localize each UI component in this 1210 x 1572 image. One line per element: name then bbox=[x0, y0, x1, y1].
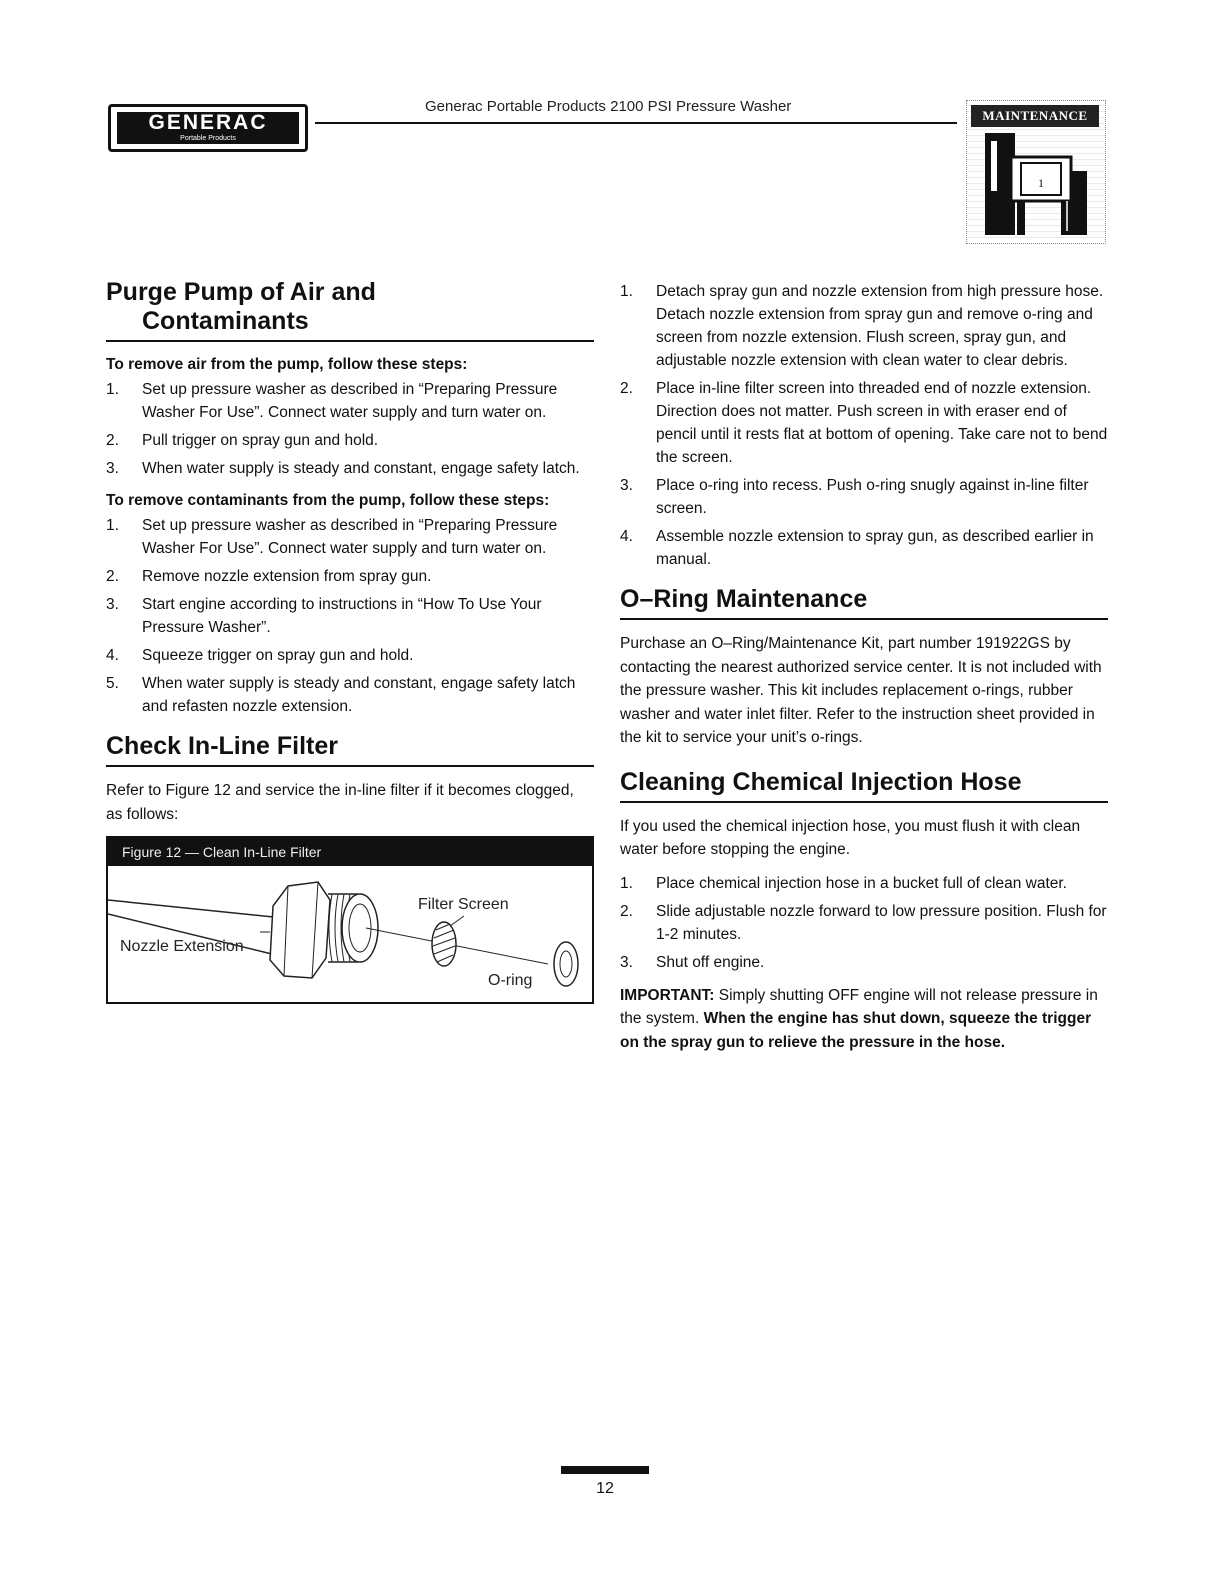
chem-intro: If you used the chemical injection hose, you must flush it with clean water before stopping the engine. bbox=[620, 817, 1081, 858]
list-item: 3. Shut off engine. bbox=[620, 953, 765, 971]
page-bar bbox=[561, 1466, 649, 1474]
svg-text:1: 1 bbox=[1038, 176, 1044, 190]
important-bold: When the engine has shut down, squeeze the trigger on the spray gun to relieve the pressure in the hose. bbox=[620, 1010, 1092, 1051]
oring-title: O–Ring Maintenance bbox=[620, 585, 868, 613]
purge-rule bbox=[106, 340, 594, 342]
filter-intro: Refer to Figure 12 and service the in-line filter if it becomes clogged, as follows: bbox=[106, 782, 574, 823]
list-item: 3. Place o-ring into recess. Push o-ring snugly against in-line filter screen. bbox=[620, 477, 1089, 517]
important-note bbox=[620, 984, 1108, 1055]
list-item: 2. Remove nozzle extension from spray gun. bbox=[106, 568, 432, 585]
filter-rule bbox=[106, 765, 594, 767]
label-filter-screen: Filter Screen bbox=[418, 896, 509, 913]
chem-rule bbox=[620, 801, 1108, 803]
list-item: 1. Place chemical injection hose in a bucket full of clean water. bbox=[620, 874, 1067, 892]
page-number: 12 bbox=[596, 1480, 614, 1497]
air-intro: To remove air from the pump, follow these steps: bbox=[106, 356, 468, 373]
list-item: 5. When water supply is steady and constant, engage safety latch and refasten nozzle extension. bbox=[106, 675, 576, 715]
oring-rule bbox=[620, 618, 1108, 620]
chem-title: Cleaning Chemical Injection Hose bbox=[620, 767, 1022, 796]
maintenance-label: MAINTENANCE bbox=[971, 105, 1099, 127]
logo-sub: Portable Products bbox=[117, 134, 299, 144]
list-item: 1. Set up pressure washer as described in “Preparing Pressure Washer For Use”. Connect water supply and turn water on. bbox=[106, 517, 558, 557]
important-text: Simply shutting OFF engine will not release pressure in the system. bbox=[620, 986, 1098, 1027]
filter-steps bbox=[620, 280, 1108, 571]
list-item: 1. Set up pressure washer as described in “Preparing Pressure Washer For Use”. Connect water supply and turn water on. bbox=[106, 381, 558, 421]
important-label: IMPORTANT: bbox=[620, 986, 715, 1004]
list-item: 4. Squeeze trigger on spray gun and hold. bbox=[106, 647, 414, 664]
left-column bbox=[106, 278, 594, 1004]
filter-title: Check In-Line Filter bbox=[106, 732, 338, 760]
figure-12 bbox=[106, 836, 594, 1004]
list-item: 4. Assemble nozzle extension to spray gun, as described earlier in manual. bbox=[620, 528, 1094, 568]
right-column bbox=[620, 280, 1108, 1064]
list-item: 1. Detach spray gun and nozzle extension from high pressure hose. Detach nozzle extension from spray gun and remove o-ring and screen from nozzle extension. Flush screen, spray gun, and adjustable nozzle extension with clean water to clear debris. bbox=[620, 283, 1104, 369]
logo-brand: GENERAC bbox=[117, 112, 299, 134]
air-steps bbox=[106, 378, 594, 480]
purge-title: Purge Pump of Air and Contaminants bbox=[106, 278, 376, 335]
label-o-ring: O-ring bbox=[488, 972, 533, 989]
list-item: 2. Pull trigger on spray gun and hold. bbox=[106, 432, 379, 449]
list-item: 2. Place in-line filter screen into threaded end of nozzle extension. Direction does not matter. Push screen in with eraser end of pencil until it rests flat at bottom of opening. Take care not to bend the screen. bbox=[620, 380, 1108, 466]
label-nozzle-extension: Nozzle Extension bbox=[120, 938, 244, 955]
generac-logo bbox=[108, 104, 308, 152]
header-title: Generac Portable Products 2100 PSI Pressure Washer bbox=[425, 98, 792, 115]
maintenance-badge bbox=[966, 100, 1106, 244]
list-item: 3. Start engine according to instructions in “How To Use Your Pressure Washer”. bbox=[106, 596, 542, 636]
oring-body: Purchase an O–Ring/Maintenance Kit, part number 191922GS by contacting the nearest authorized service center. It is not included with the pressure washer. This kit includes replacement o-rings, rubber washer and water inlet filter. Refer to the instruction sheet provided in the kit to service your unit’s o-rings. bbox=[620, 635, 1102, 746]
chem-steps bbox=[620, 872, 1108, 974]
list-item: 3. When water supply is steady and constant, engage safety latch. bbox=[106, 460, 580, 477]
list-item: 2. Slide adjustable nozzle forward to low pressure position. Flush for 1-2 minutes. bbox=[620, 902, 1107, 943]
maintenance-tools-icon bbox=[975, 131, 1099, 239]
contaminants-intro: To remove contaminants from the pump, follow these steps: bbox=[106, 492, 550, 509]
contaminant-steps bbox=[106, 514, 594, 718]
figure-caption: Figure 12 — Clean In-Line Filter bbox=[108, 838, 592, 866]
header-rule bbox=[315, 122, 957, 124]
